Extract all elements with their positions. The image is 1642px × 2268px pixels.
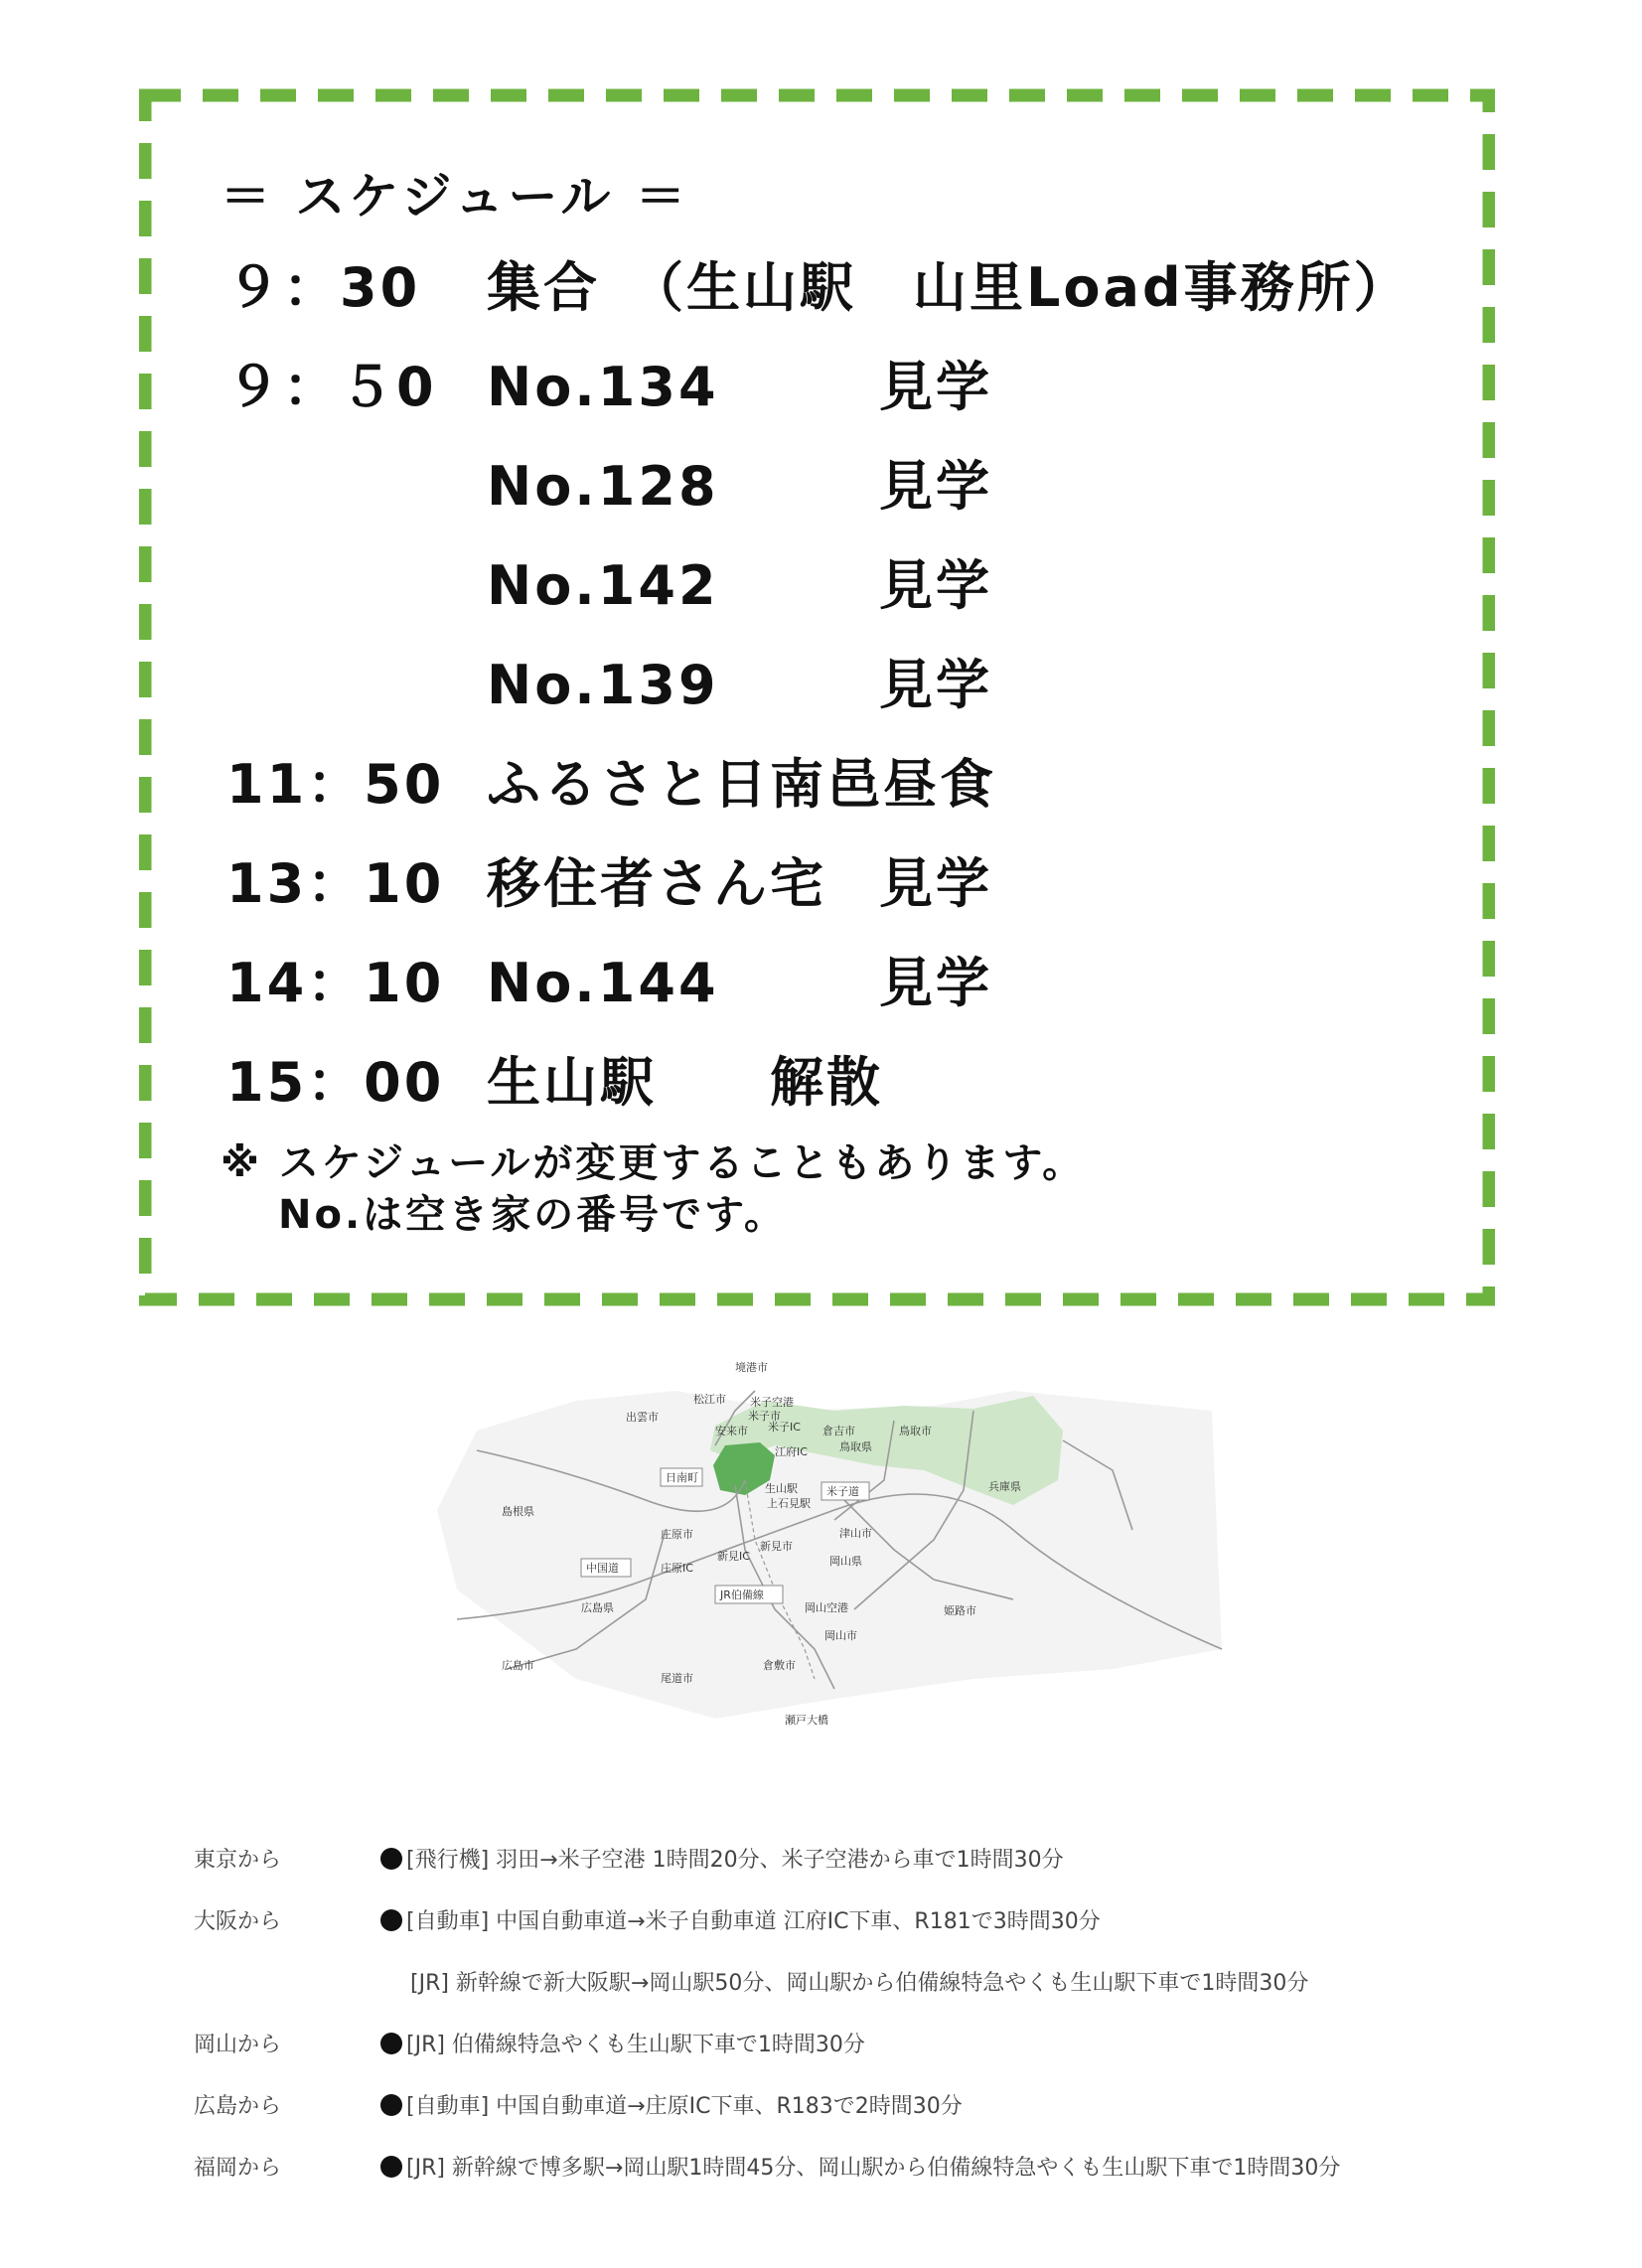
access-detail-text: [自動車] 中国自動車道→米子自動車道 江府IC下車、R181で3時間30分: [406, 1909, 1101, 1934]
label-onomichi: 尾道市: [661, 1672, 693, 1685]
label-chugoku-road: 中国道: [586, 1562, 619, 1575]
label-sakaiminato: 境港市: [735, 1361, 768, 1374]
schedule-activity: 集合 （生山駅 山里Load事務所）: [487, 256, 1411, 319]
label-okayama-pref: 岡山県: [829, 1555, 862, 1568]
area-map: [417, 1351, 1232, 1818]
access-detail: [380, 2089, 963, 2120]
bullet-icon: [380, 1848, 402, 1870]
access-origin: 東京から: [194, 1848, 282, 1873]
label-yasugi: 安来市: [715, 1425, 748, 1437]
schedule-activity: No.128: [487, 455, 719, 518]
schedule-note: [221, 1137, 1085, 1241]
schedule-note-tag: 見学: [879, 852, 992, 915]
access-row: [194, 2089, 1485, 2129]
label-shobara: 庄原市: [661, 1528, 693, 1541]
schedule-row: [0, 452, 1391, 522]
access-row: [194, 2028, 1485, 2067]
schedule-activity: No.139: [487, 654, 719, 716]
schedule-row: [0, 551, 1391, 621]
schedule-note-tag: 見学: [879, 356, 992, 418]
schedule-row: [0, 353, 1391, 422]
access-detail-text: [飛行機] 羽田→米子空港 1時間20分、米子空港から車で1時間30分: [406, 1848, 1064, 1873]
label-tsuyama: 津山市: [839, 1527, 872, 1540]
label-yonago-ic: 米子IC: [768, 1421, 801, 1434]
label-hyogo: 兵庫県: [988, 1480, 1021, 1493]
label-niimi: 新見市: [760, 1540, 793, 1553]
schedule-time: 15：00: [226, 1051, 445, 1114]
schedule-activity: No.142: [487, 554, 719, 617]
label-matsue: 松江市: [693, 1393, 726, 1406]
schedule-note-tag: 見学: [879, 654, 992, 716]
access-origin: 岡山から: [194, 2033, 282, 2057]
access-detail-text: [JR] 新幹線で博多駅→岡山駅1時間45分、岡山駅から伯備線特急やくも生山駅下車で1時間30分: [406, 2156, 1341, 2181]
access-origin: 福岡から: [194, 2156, 282, 2181]
label-seto-bridge: 瀬戸大橋: [785, 1714, 828, 1727]
access-detail: [380, 1843, 1064, 1874]
schedule-activity: 生山駅 解散: [487, 1051, 883, 1114]
schedule-row: [0, 651, 1391, 720]
schedule-note-tag: 見学: [879, 952, 992, 1014]
schedule-row: [0, 750, 1391, 820]
label-kamiiwami: 上石見駅: [767, 1497, 811, 1510]
label-tottori-pref: 鳥取県: [839, 1440, 872, 1453]
label-shoyama: 生山駅: [765, 1482, 798, 1495]
access-origin: 大阪から: [194, 1909, 282, 1934]
access-row: [194, 1843, 1485, 1883]
label-shimane: 島根県: [502, 1505, 534, 1518]
access-detail: [380, 2028, 865, 2058]
schedule-note-tag: 見学: [879, 455, 992, 518]
access-detail: [380, 2151, 1340, 2182]
schedule-time: 11：50: [226, 753, 445, 816]
label-hakubi: JR伯備線: [720, 1588, 764, 1601]
schedule-row: [0, 949, 1391, 1018]
schedule-time: ９：５0: [226, 356, 437, 418]
access-detail-text: [JR] 伯備線特急やくも生山駅下車で1時間30分: [406, 2033, 865, 2057]
schedule-time: 13：10: [226, 852, 445, 915]
schedule-time: ９：30: [226, 256, 421, 319]
schedule-note-tag: 見学: [879, 554, 992, 617]
schedule-row: [0, 849, 1391, 919]
label-yonago: 米子市: [748, 1410, 781, 1423]
label-tottori-city: 鳥取市: [899, 1425, 932, 1437]
label-yonago-airport: 米子空港: [750, 1396, 794, 1409]
label-shobara-ic: 庄原IC: [661, 1562, 693, 1575]
label-hiroshima-pref: 広島県: [581, 1601, 614, 1614]
schedule-title: ＝ スケジュール ＝: [221, 168, 689, 226]
label-kurashiki: 倉敷市: [763, 1659, 796, 1672]
access-detail-text: [JR] 新幹線で新大阪駅→岡山駅50分、岡山駅から伯備線特急やくも生山駅下車で1時間30分: [410, 1971, 1309, 1996]
schedule-activity: No.144: [487, 952, 719, 1014]
schedule-note-line1: ※ スケジュールが変更することもあります。: [221, 1140, 1086, 1186]
schedule-row: [0, 253, 1411, 323]
schedule-time: 14：10: [226, 952, 445, 1014]
bullet-icon: [380, 2156, 402, 2178]
label-niimi-ic: 新見IC: [717, 1550, 750, 1563]
label-okayama-city: 岡山市: [824, 1629, 857, 1642]
label-nichinan: 日南町: [666, 1471, 698, 1484]
label-kofu-ic: 江府IC: [775, 1445, 808, 1458]
bullet-icon: [380, 1909, 402, 1931]
schedule-activity: No.134: [487, 356, 719, 418]
access-detail: [410, 1966, 1308, 1997]
label-kurayoshi: 倉吉市: [822, 1425, 855, 1437]
schedule-activity: ふるさと日南邑昼食: [487, 753, 996, 816]
access-row: [194, 1904, 1485, 1944]
access-detail: [380, 1904, 1101, 1935]
label-okayama-airport: 岡山空港: [805, 1601, 848, 1614]
label-himeji: 姫路市: [944, 1604, 976, 1617]
bullet-icon: [380, 2033, 402, 2054]
schedule-activity: 移住者さん宅: [487, 852, 826, 915]
schedule-note-line2: No.は空き家の番号です。: [278, 1192, 787, 1238]
access-row: [194, 1966, 1485, 2006]
label-yonago-road: 米子道: [826, 1485, 859, 1498]
access-origin: 広島から: [194, 2094, 282, 2119]
label-hiroshima-city: 広島市: [502, 1659, 534, 1672]
access-detail-text: [自動車] 中国自動車道→庄原IC下車、R183で2時間30分: [406, 2094, 963, 2119]
schedule-row: [0, 1048, 1391, 1118]
bullet-icon: [380, 2094, 402, 2116]
access-row: [194, 2151, 1485, 2191]
label-izumo: 出雲市: [626, 1411, 659, 1424]
